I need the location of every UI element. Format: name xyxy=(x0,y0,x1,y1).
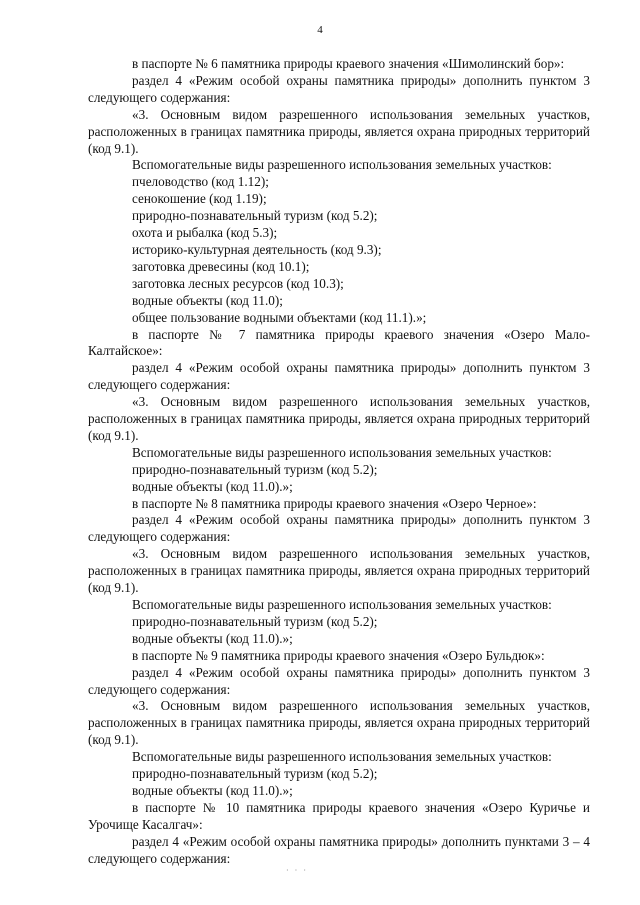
paragraph: в паспорте № 6 памятника природы краевого значения «Шимолинский бор»: xyxy=(132,56,565,71)
paragraph: Вспомогательные виды разрешенного использования земельных участков: xyxy=(132,597,552,612)
list-item: историко-культурная деятельность (код 9.3); xyxy=(132,241,382,257)
list-item: пчеловодство (код 1.12); xyxy=(132,174,269,190)
list-item: природно-познавательный туризм (код 5.2); xyxy=(132,461,378,477)
paragraph: «3. Основным видом разрешенного использования земельных участков, расположенных в границах памятника природы, является охрана природных территорий (код 9.1). xyxy=(88,394,590,443)
list-item: сенокошение (код 1.19); xyxy=(132,191,267,207)
list-item: заготовка древесины (код 10.1); xyxy=(132,258,310,274)
paragraph: раздел 4 «Режим особой охраны памятника природы» дополнить пунктом 3 следующего содержания: xyxy=(88,664,590,697)
document-body xyxy=(88,56,590,868)
list-item: водные объекты (код 11.0).»; xyxy=(132,478,293,494)
paragraph: раздел 4 «Режим особой охраны памятника природы» дополнить пунктом 3 следующего содержания: xyxy=(88,512,590,545)
paragraph: раздел 4 «Режим особой охраны памятника природы» дополнить пунктом 3 следующего содержания: xyxy=(88,360,590,393)
list-item: водные объекты (код 11.0).»; xyxy=(132,630,293,646)
paragraph: раздел 4 «Режим особой охраны памятника природы» дополнить пунктами 3 – 4 следующего содержания: xyxy=(88,833,590,866)
list-item: водные объекты (код 11.0); xyxy=(132,292,283,308)
list-item: охота и рыбалка (код 5.3); xyxy=(132,225,278,241)
paragraph: в паспорте № 7 памятника природы краевого значения «Озеро Мало-Калтайское»: xyxy=(88,326,590,359)
page-number: 4 xyxy=(317,24,323,36)
paragraph: «3. Основным видом разрешенного использования земельных участков, расположенных в границах памятника природы, является охрана природных территорий (код 9.1). xyxy=(88,546,590,596)
paragraph: «3. Основным видом разрешенного использования земельных участков, расположенных в границах памятника природы, является охрана природных территорий (код 9.1). xyxy=(88,106,590,156)
paragraph: Вспомогательные виды разрешенного использования земельных участков: xyxy=(132,444,552,460)
paragraph: в паспорте № 9 памятника природы краевого значения «Озеро Бульдюк»: xyxy=(132,647,545,663)
list-item: природно-познавательный туризм (код 5.2); xyxy=(132,208,378,224)
paragraph: в паспорте № 8 памятника природы краевого значения «Озеро Черное»: xyxy=(132,495,537,511)
scan-artifact: · · · xyxy=(286,866,308,875)
list-item: общее пользование водными объектами (код 11.1).»; xyxy=(132,309,427,325)
paragraph: Вспомогательные виды разрешенного использования земельных участков: xyxy=(132,749,552,765)
paragraph: «3. Основным видом разрешенного использования земельных участков, расположенных в границах памятника природы, является охрана природных территорий (код 9.1). xyxy=(88,698,590,748)
paragraph: раздел 4 «Режим особой охраны памятника природы» дополнить пунктом 3 следующего содержания: xyxy=(88,72,590,105)
list-item: природно-познавательный туризм (код 5.2); xyxy=(132,766,378,782)
list-item: заготовка лесных ресурсов (код 10.3); xyxy=(132,275,344,291)
list-item: природно-познавательный туризм (код 5.2); xyxy=(132,613,378,629)
list-item: водные объекты (код 11.0).»; xyxy=(132,782,293,798)
paragraph: Вспомогательные виды разрешенного использования земельных участков: xyxy=(132,157,552,173)
paragraph: в паспорте № 10 памятника природы краевого значения «Озеро Куричье и Урочище Касалгач»: xyxy=(88,799,590,832)
